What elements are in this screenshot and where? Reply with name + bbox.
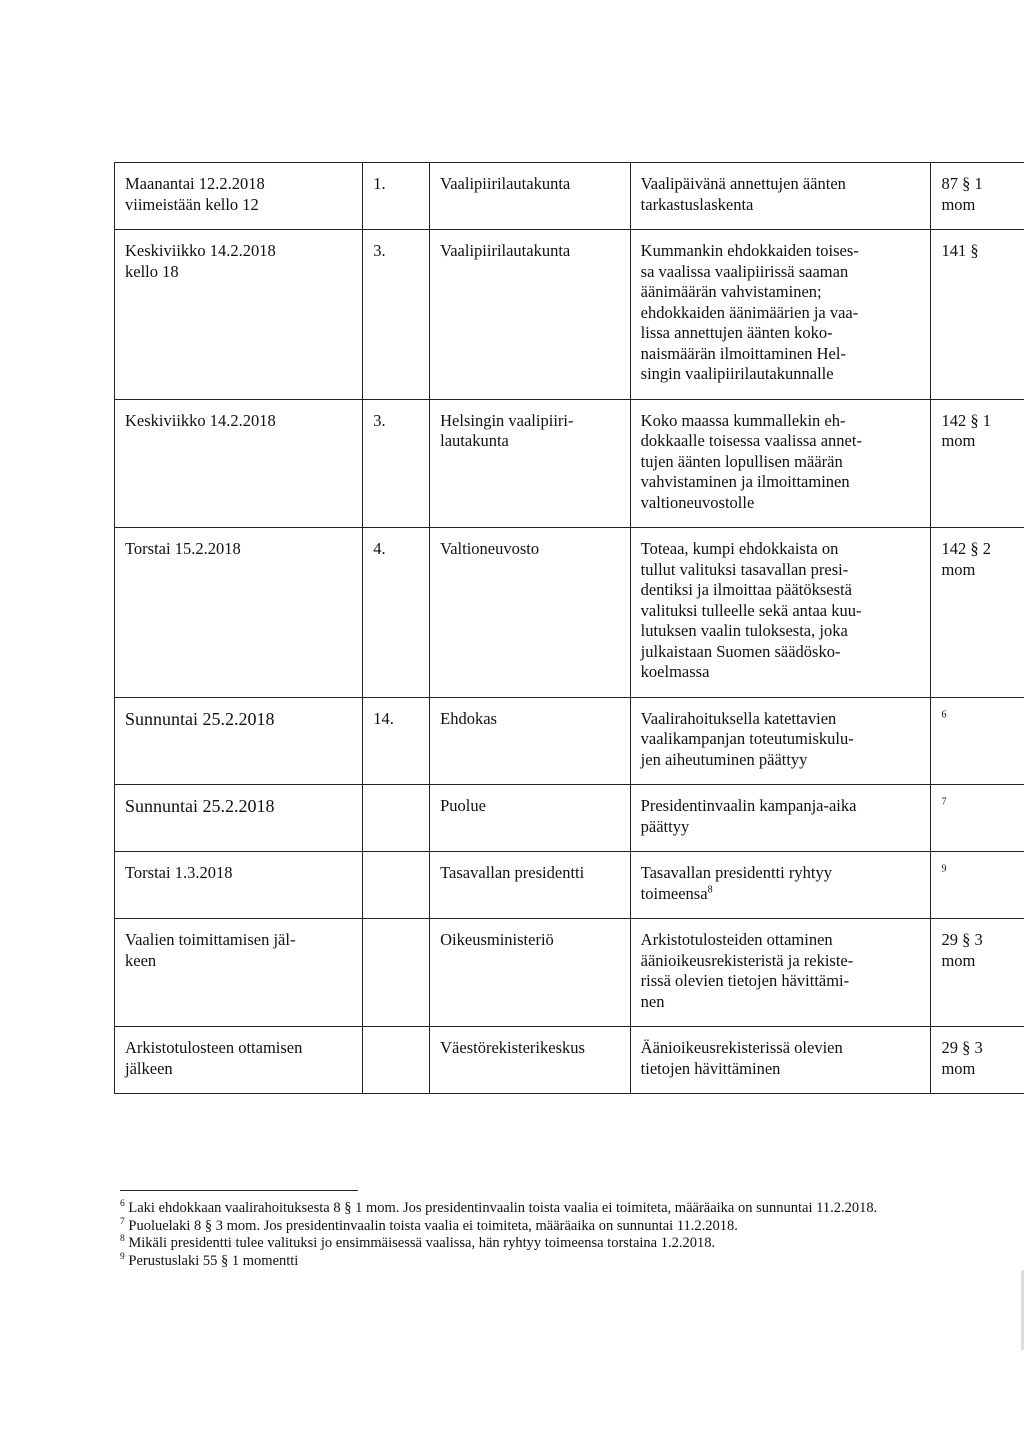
date-cell <box>115 1027 363 1094</box>
law-cell <box>931 163 1024 230</box>
task-text: Kummankin ehdokkaiden toises- sa vaalissa vaalipiirissä saaman äänimäärän vahvistaminen; ehdokkaiden äänimäärien ja vaa- lissa annettujen äänten koko- naismäärän ilmoittaminen Hel- singin vaalipiirilautakunnalle <box>640 241 859 383</box>
number-text: 1. <box>373 174 386 193</box>
task-text: Äänioikeusrekisterissä olevien tietojen hävittäminen <box>640 1038 843 1078</box>
table-row <box>115 919 1024 1027</box>
footnote-ref: 6 <box>941 709 947 720</box>
footnote-ref: 7 <box>941 796 947 808</box>
authority-cell <box>430 528 631 698</box>
task-cell <box>630 852 931 919</box>
authority-cell <box>430 852 631 919</box>
date-cell <box>115 163 363 230</box>
footnote-ref: 9 <box>941 863 947 875</box>
footnote-mark: 9 <box>120 1251 125 1262</box>
law-text: 142 § 1 mom <box>941 410 991 450</box>
number-cell <box>363 399 430 528</box>
number-text: 3. <box>373 410 386 430</box>
date-text: Torstai 15.2.2018 <box>125 539 241 558</box>
law-cell <box>931 399 1024 528</box>
task-cell <box>630 230 931 400</box>
footnote-text: Laki ehdokkaan vaalirahoituksesta 8 § 1 mom. Jos presidentinvaalin toista vaalia ei toimiteta, määräaika on sunnuntai 11.2.2018. <box>128 1200 878 1216</box>
task-text: Presidentinvaalin kampanja-aika päättyy <box>640 796 857 836</box>
footnote <box>120 1200 910 1218</box>
task-text: Toteaa, kumpi ehdokkaista on tullut valituksi tasavallan presi- dentiksi ja ilmoittaa päätöksestä valituksi tulleelle sekä antaa kuu- lutuksen vaalin tuloksesta, joka julkaistaan Suomen säädösko- koelmassa <box>640 539 862 681</box>
footnote-mark: 7 <box>120 1216 125 1227</box>
law-text: 87 § 1 mom <box>941 174 983 214</box>
number-cell <box>363 785 430 852</box>
date-cell <box>115 852 363 919</box>
table-row <box>115 852 1024 919</box>
footnote-mark: 6 <box>120 1199 125 1210</box>
authority-text: Väestörekisterikeskus <box>440 1038 585 1057</box>
task-text: Vaalirahoituksella katettavien vaalikampanjan toteutumiskulu- jen aiheutuminen päättyy <box>640 708 854 769</box>
date-text: Keskiviikko 14.2.2018 <box>125 410 276 430</box>
law-text: 141 § <box>941 241 979 260</box>
number-cell <box>363 528 430 698</box>
task-cell <box>630 163 931 230</box>
law-cell <box>931 1027 1024 1094</box>
table-row <box>115 528 1024 698</box>
number-cell <box>363 919 430 1027</box>
law-cell <box>931 852 1024 919</box>
date-cell <box>115 697 363 785</box>
footnote-text: Puoluelaki 8 § 3 mom. Jos presidentinvaalin toista vaalia ei toimiteta, määräaika on sunnuntai 11.2.2018. <box>128 1217 738 1234</box>
number-text: 14. <box>373 708 394 728</box>
law-cell <box>931 697 1024 785</box>
law-cell <box>931 919 1024 1027</box>
footnote-ref: 8 <box>707 884 713 895</box>
date-cell <box>115 399 363 528</box>
date-cell <box>115 785 363 852</box>
authority-text: Helsingin vaalipiiri- lautakunta <box>440 410 574 450</box>
date-text: Sunnuntai 25.2.2018 <box>125 708 275 729</box>
footnote-text: Mikäli presidentti tulee valituksi jo ensimmäisessä vaalissa, hän ryhtyy toimeensa torstaina 1.2.2018. <box>128 1235 716 1251</box>
authority-cell <box>430 785 631 852</box>
footnote-mark: 8 <box>120 1234 125 1245</box>
authority-cell <box>430 697 631 785</box>
authority-cell <box>430 1027 631 1094</box>
task-cell <box>630 1027 931 1094</box>
authority-text: Vaalipiirilautakunta <box>440 241 571 260</box>
table-row <box>115 1027 1024 1094</box>
task-text: Vaalipäivänä annettujen äänten tarkastuslaskenta <box>640 174 846 214</box>
date-text: Torstai 1.3.2018 <box>125 863 233 882</box>
task-text: Tasavallan presidentti ryhtyy toimeensa <box>640 863 832 903</box>
authority-text: Ehdokas <box>440 708 497 728</box>
date-text: Sunnuntai 25.2.2018 <box>125 796 275 816</box>
footnote <box>120 1218 910 1236</box>
date-text: Arkistotulosteen ottamisen jälkeen <box>125 1038 303 1078</box>
footnote <box>120 1235 910 1253</box>
authority-text: Vaalipiirilautakunta <box>440 174 571 193</box>
task-text: Koko maassa kummallekin eh- dokkaalle toisessa vaalissa annet- tujen äänten lopullisen määrän vahvistaminen ja ilmoittaminen valtioneuvostolle <box>640 410 862 512</box>
date-text: Keskiviikko 14.2.2018 kello 18 <box>125 241 276 281</box>
law-text: 142 § 2 mom <box>941 539 991 579</box>
authority-text: Puolue <box>440 796 486 815</box>
date-cell <box>115 230 363 400</box>
number-cell <box>363 163 430 230</box>
law-cell <box>931 230 1024 400</box>
task-cell <box>630 919 931 1027</box>
table-row <box>115 399 1024 528</box>
number-text: 3. <box>373 241 386 260</box>
law-text: 29 § 3 mom <box>941 930 983 970</box>
authority-cell <box>430 163 631 230</box>
authority-text: Tasavallan presidentti <box>440 863 585 882</box>
footnote-separator <box>120 1190 358 1191</box>
task-text: Arkistotulosteiden ottaminen äänioikeusrekisteristä ja rekiste- rissä olevien tietojen hävittämi- nen <box>640 930 854 1011</box>
table-row <box>115 230 1024 400</box>
number-cell <box>363 230 430 400</box>
task-cell <box>630 785 931 852</box>
date-text: Vaalien toimittamisen jäl- keen <box>125 930 296 970</box>
footnote-text: Perustuslaki 55 § 1 momentti <box>128 1252 299 1269</box>
table-row <box>115 163 1024 230</box>
number-cell <box>363 697 430 785</box>
authority-text: Valtioneuvosto <box>440 539 540 558</box>
authority-cell <box>430 230 631 400</box>
authority-cell <box>430 399 631 528</box>
authority-text: Oikeusministeriö <box>440 930 554 949</box>
table-row <box>115 697 1024 785</box>
task-cell <box>630 697 931 785</box>
table-row <box>115 785 1024 852</box>
election-schedule-table <box>114 162 1024 1094</box>
number-text: 4. <box>373 539 386 558</box>
authority-cell <box>430 919 631 1027</box>
law-cell <box>931 785 1024 852</box>
footnote <box>120 1253 910 1271</box>
law-text: 29 § 3 mom <box>941 1038 983 1078</box>
date-text: Maanantai 12.2.2018 viimeistään kello 12 <box>125 174 265 214</box>
law-cell <box>931 528 1024 698</box>
date-cell <box>115 528 363 698</box>
date-cell <box>115 919 363 1027</box>
number-cell <box>363 1027 430 1094</box>
task-cell <box>630 399 931 528</box>
task-cell <box>630 528 931 698</box>
number-cell <box>363 852 430 919</box>
footnotes <box>120 1200 910 1270</box>
